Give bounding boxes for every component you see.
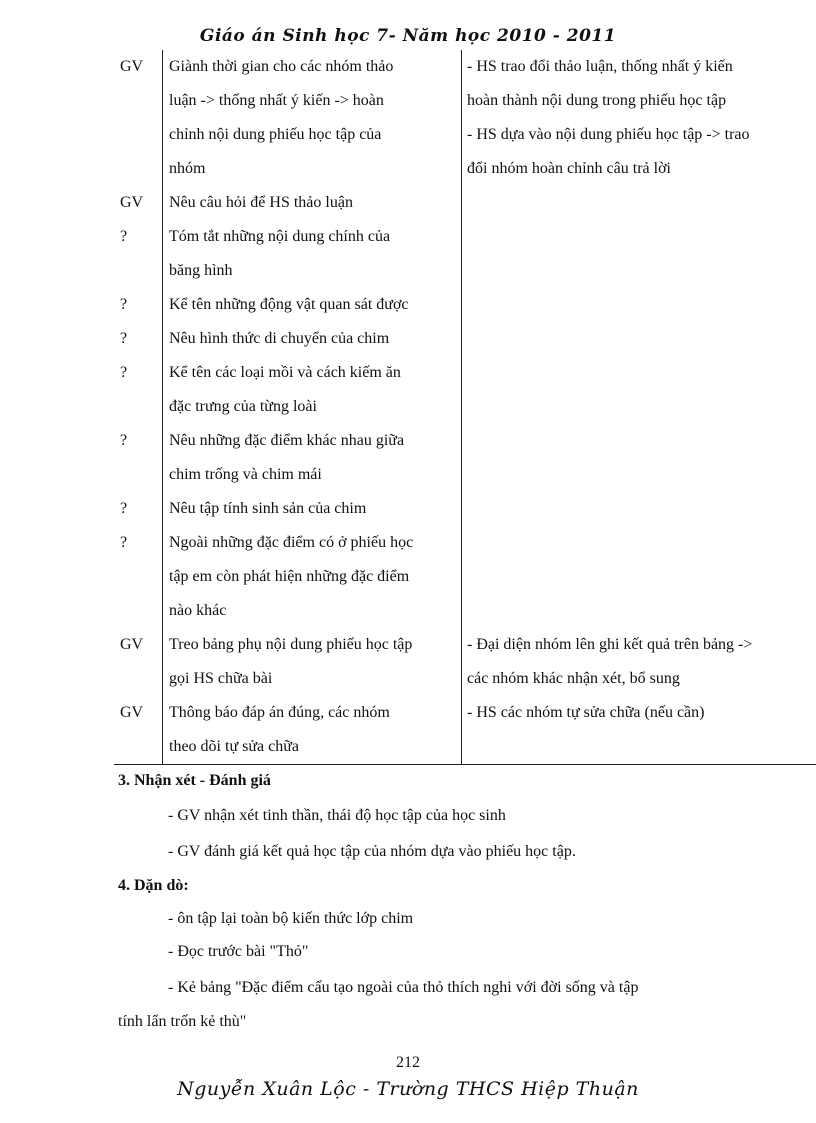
student-activity-cell <box>462 424 816 492</box>
teacher-activity-cell <box>163 526 462 628</box>
student-activity-line: - Đại diện nhóm lên ghi kết quả trên bảng -> <box>467 636 753 653</box>
student-activity-cell <box>462 220 816 288</box>
page-number: 212 <box>396 1054 420 1071</box>
teacher-activity-line: Nêu những đặc điểm khác nhau giữa <box>169 432 405 449</box>
page-header: Giáo án Sinh học 7- Năm học 2010 - 2011 <box>199 26 617 46</box>
teacher-activity-line: tập em còn phát hiện những đặc điểm <box>169 568 410 585</box>
teacher-activity-line: nào khác <box>169 602 227 619</box>
student-activity-cell <box>462 492 816 526</box>
role-cell: GV <box>114 696 163 765</box>
role-cell: ? <box>114 288 163 322</box>
role-cell: ? <box>114 526 163 628</box>
teacher-activity-line: chim trống và chim mái <box>169 466 322 483</box>
teacher-activity-line: Tóm tắt những nội dung chính của <box>169 228 391 245</box>
homework-item: - Đọc trước bài "Thỏ" <box>168 943 309 960</box>
student-activity-cell <box>462 696 816 765</box>
teacher-activity-line: Kể tên những động vật quan sát được <box>169 296 409 313</box>
review-item: - GV đánh giá kết quả học tập của nhóm dựa vào phiếu học tập. <box>168 843 576 860</box>
homework-paragraph-line: - Kẻ bảng "Đặc điểm cấu tạo ngoài của thỏ thích nghi với đời sống và tập <box>168 979 639 996</box>
table-row <box>114 220 816 288</box>
section-review-title: 3. Nhận xét - Đánh giá <box>118 772 271 789</box>
teacher-activity-cell <box>163 50 462 186</box>
homework-item: - ôn tập lại toàn bộ kiến thức lớp chim <box>168 910 414 927</box>
homework-paragraph-line: tính lẩn trốn kẻ thù" <box>118 1013 247 1030</box>
table-row <box>114 492 816 526</box>
student-activity-line: các nhóm khác nhận xét, bổ sung <box>467 670 680 687</box>
table-row <box>114 186 816 220</box>
student-activity-cell <box>462 186 816 220</box>
teacher-activity-line: Nêu hình thức di chuyển của chim <box>169 330 390 347</box>
teacher-activity-cell <box>163 424 462 492</box>
student-activity-cell <box>462 356 816 424</box>
table-row <box>114 628 816 696</box>
teacher-activity-line: theo dõi tự sửa chữa <box>169 738 299 755</box>
teacher-activity-line: đặc trưng của từng loài <box>169 398 317 415</box>
teacher-activity-line: Kể tên các loại mồi và cách kiếm ăn <box>169 364 401 381</box>
role-cell: ? <box>114 322 163 356</box>
teacher-activity-cell <box>163 356 462 424</box>
role-cell: ? <box>114 492 163 526</box>
student-activity-cell <box>462 526 816 628</box>
teacher-activity-line: Treo bảng phụ nội dung phiếu học tập <box>169 636 413 653</box>
teacher-activity-cell <box>163 628 462 696</box>
teacher-activity-cell <box>163 288 462 322</box>
lesson-table <box>114 50 816 765</box>
teacher-activity-cell <box>163 696 462 765</box>
student-activity-line: - HS trao đổi thảo luận, thống nhất ý kiến <box>467 58 733 75</box>
teacher-activity-line: băng hình <box>169 262 233 279</box>
teacher-activity-line: Thông báo đáp án đúng, các nhóm <box>169 704 390 721</box>
student-activity-line: - HS các nhóm tự sửa chữa (nếu cần) <box>467 704 705 721</box>
teacher-activity-cell <box>163 492 462 526</box>
teacher-activity-line: Nêu tập tính sinh sản của chim <box>169 500 367 517</box>
teacher-activity-line: chỉnh nội dung phiếu học tập của <box>169 126 382 143</box>
student-activity-line: đổi nhóm hoàn chỉnh câu trả lời <box>467 160 671 177</box>
teacher-activity-line: Ngoài những đặc điểm có ở phiếu học <box>169 534 414 551</box>
teacher-activity-line: Nêu câu hỏi để HS thảo luận <box>169 194 353 211</box>
role-cell: ? <box>114 356 163 424</box>
lesson-table-body <box>114 50 816 765</box>
teacher-activity-line: luận -> thống nhất ý kiến -> hoàn <box>169 92 384 109</box>
teacher-activity-line: nhóm <box>169 160 206 177</box>
role-cell: GV <box>114 50 163 186</box>
table-row <box>114 424 816 492</box>
table-row <box>114 50 816 186</box>
teacher-activity-cell <box>163 322 462 356</box>
student-activity-line: hoàn thành nội dung trong phiếu học tập <box>467 92 727 109</box>
student-activity-line: - HS dựa vào nội dung phiếu học tập -> trao <box>467 126 750 143</box>
teacher-activity-cell <box>163 220 462 288</box>
table-row <box>114 356 816 424</box>
table-row <box>114 288 816 322</box>
table-row <box>114 696 816 765</box>
student-activity-cell <box>462 322 816 356</box>
review-item: - GV nhận xét tinh thần, thái độ học tập của học sinh <box>168 807 506 824</box>
section-homework-title: 4. Dặn dò: <box>118 877 189 894</box>
page-footer: Nguyễn Xuân Lộc - Trường THCS Hiệp Thuận <box>177 1078 639 1100</box>
teacher-activity-line: Giành thời gian cho các nhóm thảo <box>169 58 394 75</box>
teacher-activity-line: gọi HS chữa bài <box>169 670 273 687</box>
table-row <box>114 526 816 628</box>
role-cell: GV <box>114 186 163 220</box>
teacher-activity-cell <box>163 186 462 220</box>
student-activity-cell <box>462 50 816 186</box>
student-activity-cell <box>462 288 816 322</box>
role-cell: ? <box>114 424 163 492</box>
table-row <box>114 322 816 356</box>
student-activity-cell <box>462 628 816 696</box>
role-cell: GV <box>114 628 163 696</box>
role-cell: ? <box>114 220 163 288</box>
